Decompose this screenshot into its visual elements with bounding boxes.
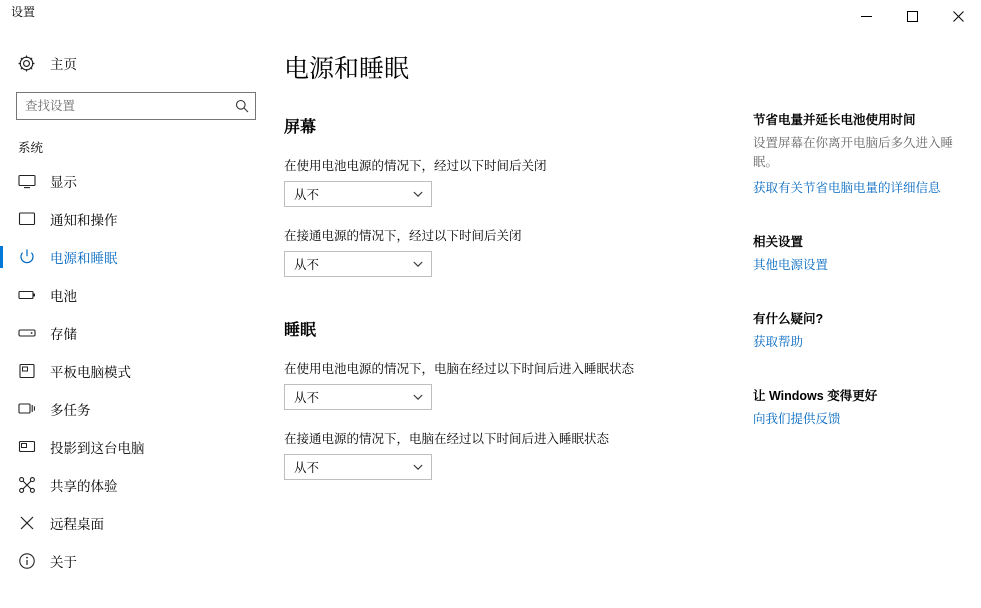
sidebar-item-shared-experiences[interactable] [0,466,272,504]
aside-link-give-feedback[interactable]: 向我们提供反馈 [753,412,841,426]
sidebar-item-storage[interactable] [0,314,272,352]
aside-heading: 节省电量并延长电池使用时间 [753,113,916,127]
sidebar-item-label: 远程桌面 [50,517,104,532]
sidebar-item-tablet-mode[interactable] [0,352,272,390]
search-box[interactable] [16,92,256,120]
aside-link-other-power-settings[interactable]: 其他电源设置 [753,258,829,272]
window-controls [843,0,981,32]
dropdown-value: 从不 [294,391,320,405]
aside-heading: 相关设置 [753,235,804,249]
sidebar-item-label: 显示 [50,175,77,190]
aside-column [714,40,981,608]
dropdown-value: 从不 [294,258,320,272]
notification-icon [16,208,38,230]
gear-icon [16,53,36,73]
sidebar-item-power-and-sleep[interactable] [0,238,272,276]
aside-link-get-help[interactable]: 获取帮助 [753,335,804,349]
minimize-icon [861,11,872,22]
sidebar-item-home[interactable] [0,44,272,82]
aside-text: 设置屏幕在你离开电脑后多久进入睡眠。 [753,136,954,169]
page-title: 电源和睡眠 [284,55,410,83]
dropdown-sleep-on-battery[interactable] [284,384,432,410]
title-bar [0,0,981,32]
content-area [272,32,981,608]
search-icon [235,99,249,113]
sidebar-item-multitasking[interactable] [0,390,272,428]
sidebar-item-label: 共享的体验 [50,479,118,494]
aside-block-save-power [753,110,969,198]
project-icon [16,436,38,458]
field-label-screen-plugged: 在接通电源的情况下，经过以下时间后关闭 [284,229,522,243]
sidebar-item-about[interactable] [0,542,272,580]
sidebar-item-label: 多任务 [50,403,91,418]
sidebar-item-battery[interactable] [0,276,272,314]
sidebar-section-title: 系统 [18,141,44,155]
tablet-icon [16,360,38,382]
sidebar-item-remote-desktop[interactable] [0,504,272,542]
sidebar-item-label: 电池 [50,289,77,304]
aside-heading: 有什么疑问? [753,312,824,326]
aside-block-questions [753,309,969,352]
maximize-button[interactable] [889,0,935,32]
close-button[interactable] [935,0,981,32]
share-icon [16,474,38,496]
sidebar-item-label: 投影到这台电脑 [50,441,145,456]
sidebar-item-label: 通知和操作 [50,213,118,228]
search-button[interactable] [229,93,255,119]
group-heading-sleep: 睡眠 [284,322,317,339]
sidebar-item-label: 存储 [50,327,77,342]
chevron-down-icon [405,191,431,198]
monitor-icon [16,170,38,192]
multitask-icon [16,398,38,420]
aside-heading: 让 Windows 变得更好 [753,389,878,403]
storage-icon [16,322,38,344]
field-label-screen-battery: 在使用电池电源的情况下，经过以下时间后关闭 [284,159,547,173]
sidebar-item-label: 关于 [50,555,77,570]
window-body [0,32,981,608]
sidebar [0,32,272,608]
info-icon [16,550,38,572]
main-column [272,40,714,608]
sidebar-item-projecting-to-this-pc[interactable] [0,428,272,466]
field-label-sleep-plugged: 在接通电源的情况下，电脑在经过以下时间后进入睡眠状态 [284,432,610,446]
window-title: 设置 [11,5,36,19]
remote-desktop-icon [16,512,38,534]
power-icon [16,246,38,268]
aside-link-power-info[interactable]: 获取有关节省电脑电量的详细信息 [753,181,941,195]
chevron-down-icon [405,261,431,268]
aside-block-feedback [753,386,969,429]
sidebar-item-label: 平板电脑模式 [50,365,131,380]
close-icon [953,11,964,22]
dropdown-screen-on-battery[interactable] [284,181,432,207]
aside-block-related-settings [753,232,969,275]
sidebar-item-display[interactable] [0,162,272,200]
sidebar-home-label: 主页 [50,57,77,72]
sidebar-item-notifications[interactable] [0,200,272,238]
search-input[interactable] [17,94,229,118]
field-label-sleep-battery: 在使用电池电源的情况下，电脑在经过以下时间后进入睡眠状态 [284,362,635,376]
dropdown-screen-plugged-in[interactable] [284,251,432,277]
battery-icon [16,284,38,306]
maximize-icon [907,11,918,22]
sidebar-item-label: 电源和睡眠 [50,251,118,266]
chevron-down-icon [405,394,431,401]
dropdown-value: 从不 [294,461,320,475]
minimize-button[interactable] [843,0,889,32]
chevron-down-icon [405,464,431,471]
dropdown-sleep-plugged-in[interactable] [284,454,432,480]
dropdown-value: 从不 [294,188,320,202]
group-heading-screen: 屏幕 [284,119,317,136]
